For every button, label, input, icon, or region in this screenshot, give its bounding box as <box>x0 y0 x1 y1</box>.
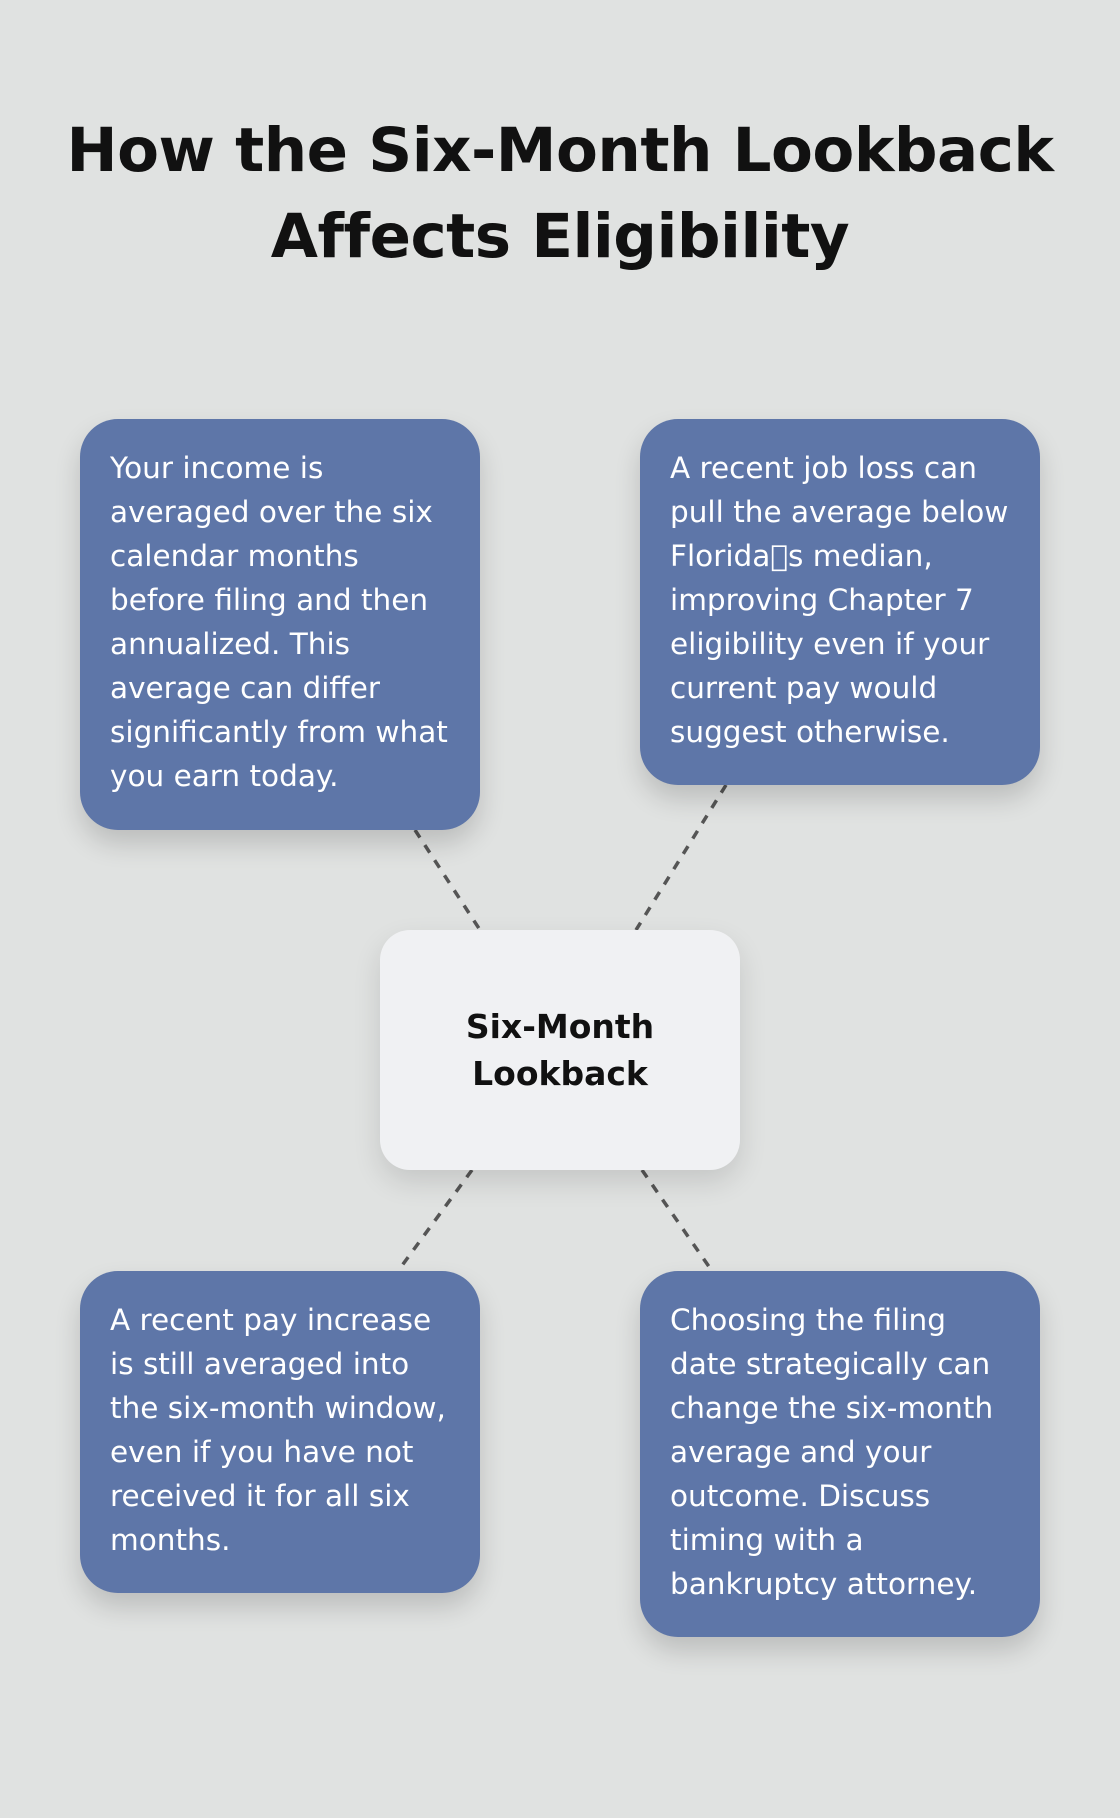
title-line-1: How the Six-Month Lookback <box>66 115 1054 186</box>
connector-top-right <box>636 785 726 930</box>
card-income-averaged <box>80 419 480 830</box>
card-pay-increase <box>80 1271 480 1593</box>
center-node-label: Six-Month Lookback <box>465 1007 655 1093</box>
title-line-2: Affects Eligibility <box>270 201 850 272</box>
connector-bottom-right <box>642 1170 712 1271</box>
card-job-loss-text: A recent job loss can pull the average below Florida s median, improving Chapter 7 eligibility even if your current pay would suggest otherwise. <box>670 451 1009 749</box>
card-filing-date <box>640 1271 1040 1637</box>
card-income-averaged-text: Your income is averaged over the six calendar months before filing and then annualized. This average can differ significantly from what you earn today. <box>110 451 448 793</box>
card-pay-increase-text: A recent pay increase is still averaged into the six-month window, even if you have not received it for all six months. <box>110 1303 446 1557</box>
center-node-six-month-lookback <box>380 930 740 1170</box>
card-filing-date-text: Choosing the filing date strategically can change the six-month average and your outcome. Discuss timing with a bankruptcy attorney. <box>670 1303 994 1601</box>
card-job-loss <box>640 419 1040 785</box>
connector-top-left <box>415 830 480 930</box>
connector-bottom-left <box>398 1170 472 1271</box>
